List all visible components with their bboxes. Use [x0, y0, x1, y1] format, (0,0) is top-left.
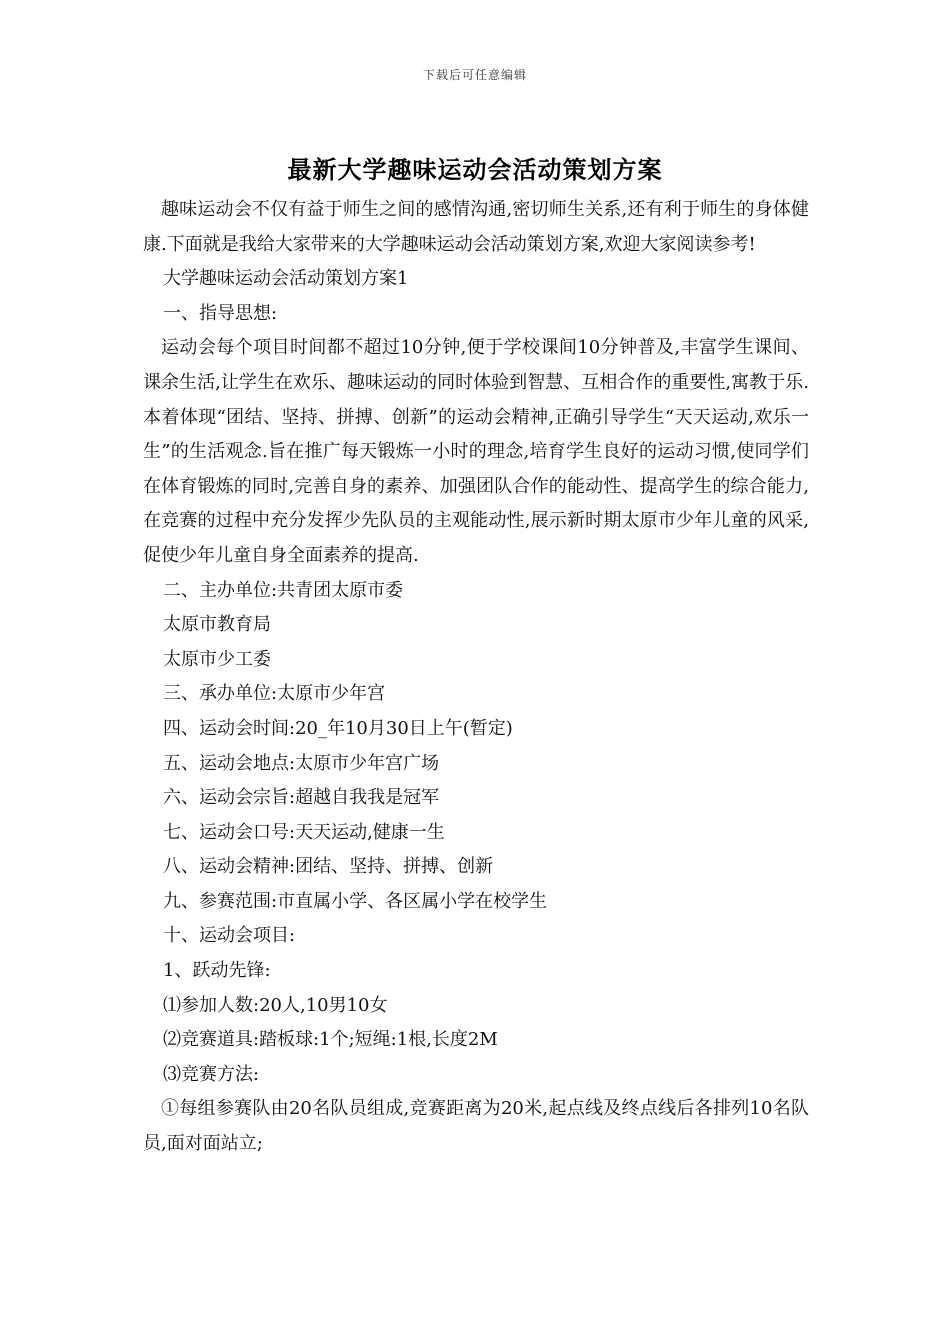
list-item-location: 五、运动会地点:太原市少年宫广场: [163, 752, 440, 774]
document-body: [143, 193, 809, 1162]
list-item-slogan: 七、运动会口号:天天运动,健康一生: [163, 821, 445, 843]
document-title: 最新大学趣味运动会活动策划方案: [287, 155, 663, 184]
paragraph-guiding-idea: 运动会每个项目时间都不超过10分钟,便于学校课间10分钟普及,丰富学生课间、课余生活,让学生在欢乐、趣味运动的同时体验到智慧、互相合作的重要性,寓教于乐.本着体现“团结、坚持、拼搏、创新”的运动会精神,正确引导学生“天天运动,欢乐一生”的生活观念.旨在推广每天锻炼一小时的理念,培育学生良好的运动习惯,使同学们在体育锻炼的同时,完善自身的素养、加强团队合作的能动性、提高学生的综合能力,在竞赛的过程中充分发挥少先队员的主观能动性,展示新时期太原市少年儿童的风采,促使少年儿童自身全面素养的提高.: [143, 337, 809, 566]
list-item-spirit: 八、运动会精神:团结、坚持、拼搏、创新: [163, 856, 494, 878]
paragraph-intro: 趣味运动会不仅有益于师生之间的感情沟通,密切师生关系,还有利于师生的身体健康.下面就是我给大家带来的大学趣味运动会活动策划方案,欢迎大家阅读参考!: [143, 199, 809, 255]
list-item-organizer-3: 太原市少工委: [163, 648, 271, 670]
header-note: 下载后可任意编辑: [422, 68, 527, 82]
list-item-event-1: 1、跃动先锋:: [163, 960, 271, 982]
list-item-organizer: 二、主办单位:共青团太原市委: [163, 579, 404, 601]
section-heading-guiding-idea: 一、指导思想:: [163, 302, 278, 324]
list-item-equipment: ⑵竞赛道具:踏板球:1个;短绳:1根,长度2M: [163, 1029, 498, 1051]
list-item-method: ⑶竞赛方法:: [163, 1063, 260, 1085]
list-item-participants: ⑴参加人数:20人,10男10女: [163, 994, 388, 1016]
list-item-events: 十、运动会项目:: [163, 925, 296, 947]
section-plan-heading: 大学趣味运动会活动策划方案1: [163, 268, 409, 290]
paragraph-method-detail: ①每组参赛队由20名队员组成,竞赛距离为20米,起点线及终点线后各排列10名队员,面对面站立;: [143, 1098, 809, 1155]
list-item-organizer-2: 太原市教育局: [163, 614, 271, 636]
list-item-host: 三、承办单位:太原市少年宫: [163, 683, 386, 705]
list-item-time: 四、运动会时间:20_年10月30日上午(暂定): [163, 717, 513, 739]
list-item-scope: 九、参赛范围:市直属小学、各区属小学在校学生: [163, 890, 548, 912]
list-item-purpose: 六、运动会宗旨:超越自我我是冠军: [163, 787, 440, 809]
